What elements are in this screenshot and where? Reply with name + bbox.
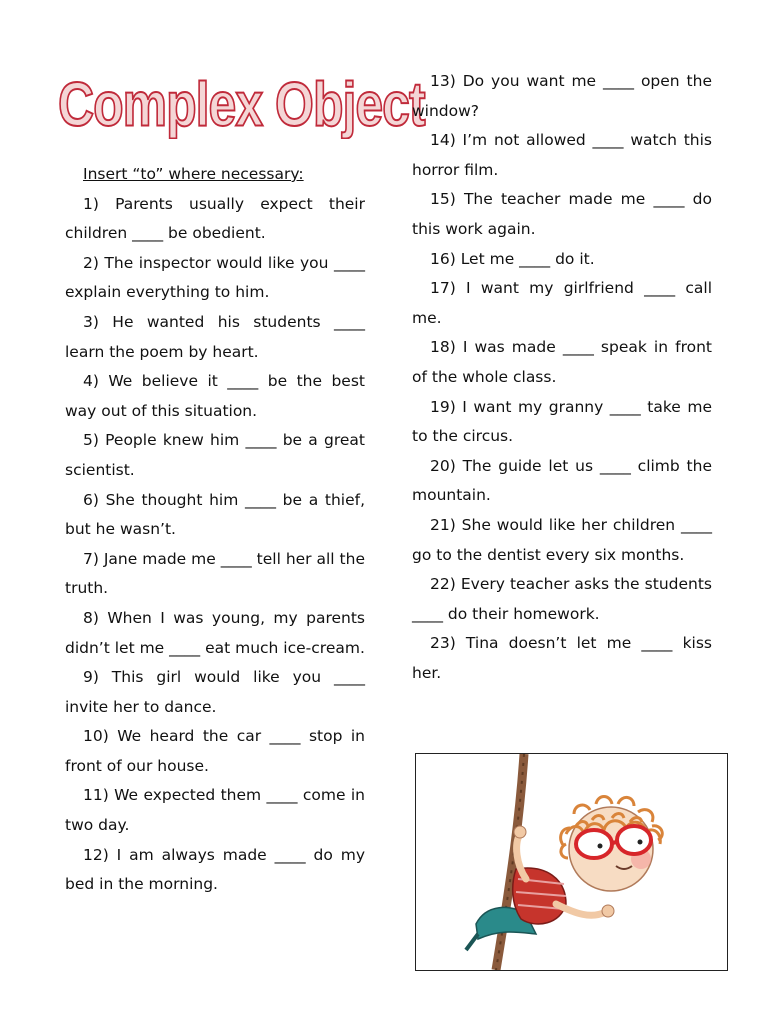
exercise-item: 13) Do you want me ____ open the window?	[412, 72, 712, 120]
exercise-item: 4) We believe it ____ be the best way out of this situation.	[65, 372, 365, 420]
exercise-item: 9) This girl would like you ____ invite her to dance.	[65, 668, 365, 716]
exercise-item: 16) Let me ____ do it.	[430, 249, 595, 268]
exercise-item: 6) She thought him ____ be a thief, but he wasn’t.	[65, 490, 365, 539]
instruction: Insert “to” where necessary:	[83, 165, 304, 183]
exercise-item: 3) He wanted his students ____ learn the poem by heart.	[65, 312, 365, 361]
exercise-item: 21) She would like her children ____ go to the dentist every six months.	[412, 515, 712, 564]
exercise-item: 15) The teacher made me ____ do this work again.	[412, 190, 712, 238]
exercise-item: 14) I’m not allowed ____ watch this horror film.	[412, 131, 712, 179]
exercise-item: 11) We expected them ____ come in two day.	[65, 786, 365, 835]
exercise-item: 5) People knew him ____ be a great scientist.	[65, 431, 365, 479]
exercise-item: 7) Jane made me ____ tell her all the truth.	[65, 549, 365, 598]
exercise-item: 17) I want my girlfriend ____ call me.	[412, 279, 712, 327]
exercise-item: 1) Parents usually expect their children ____ be obedient.	[65, 194, 365, 243]
exercise-item: 2) The inspector would like you ____ explain everything to him.	[65, 253, 365, 302]
exercise-item: 10) We heard the car ____ stop in front of our house.	[65, 727, 365, 775]
exercise-item: 18) I was made ____ speak in front of the whole class.	[412, 338, 712, 386]
right-column	[412, 67, 712, 688]
exercise-item: 8) When I was young, my parents didn’t let me ____ eat much ice-cream.	[65, 608, 365, 657]
exercise-item: 12) I am always made ____ do my bed in the morning.	[65, 845, 365, 894]
boy-climbing-rope-illustration	[416, 754, 727, 970]
illustration-frame	[415, 753, 728, 971]
exercise-item: 20) The guide let us ____ climb the mountain.	[412, 456, 712, 505]
exercise-item: 19) I want my granny ____ take me to the circus.	[412, 397, 712, 446]
exercise-item: 23) Tina doesn’t let me ____ kiss her.	[412, 634, 712, 682]
page-title: Complex Object	[58, 69, 425, 139]
left-column	[65, 160, 365, 900]
exercise-item: 22) Every teacher asks the students ____ do their homework.	[412, 575, 712, 623]
